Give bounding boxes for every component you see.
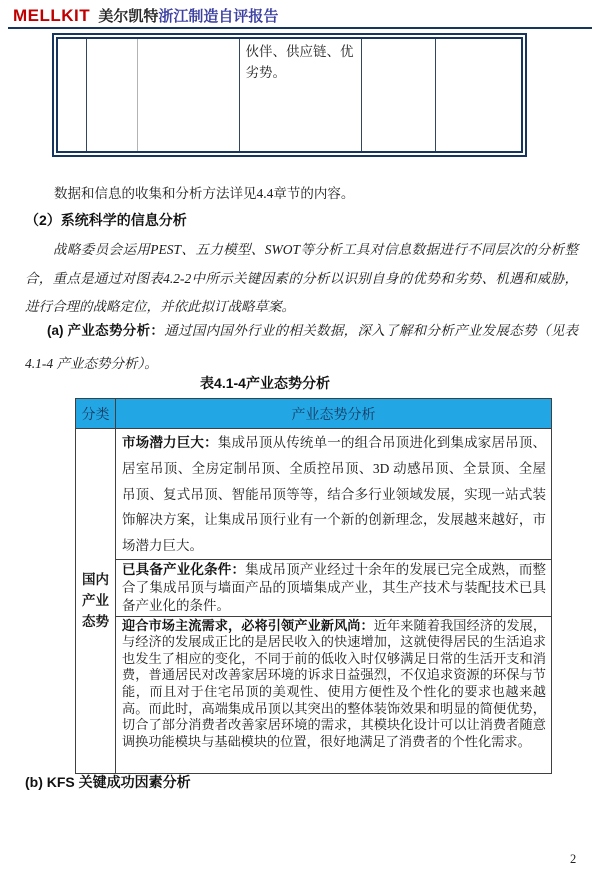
- continued-table-cell-empty: [435, 39, 521, 151]
- document-title: 浙江制造自评报告: [158, 8, 279, 25]
- cell-lead-text: 已具备产业化条件：: [122, 561, 246, 577]
- industry-analysis-table: [75, 398, 552, 774]
- company-name: 美尔凯特: [98, 8, 159, 25]
- header-cell-analysis: 产业态势分析: [116, 399, 552, 429]
- cell-lead-text: 迎合市场主流需求，必将引领产业新风尚：: [122, 617, 374, 633]
- continued-table-cell-text: 伙伴、供应链、优劣势。: [239, 39, 361, 151]
- analysis-cell-market-potential: [116, 429, 552, 560]
- analysis-cell-market-demand: [116, 616, 552, 773]
- table-caption: 表4.1-4产业态势分析: [200, 375, 330, 391]
- table-row: [76, 429, 552, 560]
- table-header-row: [76, 399, 552, 429]
- continued-table-cell-empty: [86, 39, 137, 151]
- header-cell-category: 分类: [76, 399, 116, 429]
- analysis-cell-industrialization: [116, 559, 552, 616]
- paragraph-a-text: 通过国内国外行业的相关数据，深入了解和分析产业发展态势（见表4.1-4 产业态势分析）。: [25, 323, 579, 371]
- table-row: [76, 616, 552, 773]
- cell-body-text: 集成吊顶从传统单一的组合吊顶进化到集成家居吊顶、居室吊顶、全房定制吊顶、全质控吊顶、3D 动感吊顶、全景顶、全屋吊顶、复式吊顶、智能吊顶等等，结合多行业领域发展，实现一站式装饰解决方案，让集成吊顶行业有一个新的创新理念，发展越来越好，市场潜力巨大。: [122, 435, 547, 554]
- continued-table-cell-empty: [137, 39, 239, 151]
- continued-table-grid: [58, 39, 521, 151]
- brand-logo-text: MELLKIT: [13, 6, 91, 25]
- paragraph-industry-trend: [25, 314, 578, 380]
- continued-table: [52, 33, 527, 157]
- cell-body-text: 近年来随着我国经济的发展，与经济的发展成正比的是居民收入的快速增加，这就使得居民的生活追求也发生了相应的变化，不同于前的低收入时仅够满足日常的生活开支和消费，普通居民对改善家居环境的诉求日益强烈，不仅追求资源的环保与节能，而且对于住宅吊顶的美观性、使用方便性及个性化的要求也越来越高。而此时，高端集成吊顶以其突出的整体装饰效果和明显的简便优势，切合了部分消费者改善家居环境的需求，其模块化设计可以让消费者随意调换功能模块与基础模块的位置，很好地满足了消费者的个性化需求。: [122, 617, 547, 749]
- continued-table-cell-empty: [361, 39, 435, 151]
- heading-section-2: （2）系统科学的信息分析: [25, 212, 187, 228]
- page-number: 2: [570, 852, 577, 866]
- header-divider-rule: [8, 27, 592, 29]
- paragraph-data-collection: 数据和信息的收集和分析方法详见4.4章节的内容。: [54, 186, 355, 201]
- table-row: [76, 559, 552, 616]
- heading-kfs-analysis: (b) KFS 关键成功因素分析: [25, 774, 191, 790]
- page-header: [13, 6, 278, 26]
- cell-lead-text: 市场潜力巨大：: [122, 435, 218, 450]
- category-group-label: 国内产业态势: [82, 572, 109, 630]
- paragraph-strategy-analysis: 战略委员会运用PEST、五力模型、SWOT等分析工具对信息数据进行不同层次的分析整合，重点是通过对图表4.2-2中所示关键因素的分析以识别自身的优势和劣势、机遇和威胁，进行合理的战略定位，并依此拟订战略草案。: [25, 242, 578, 314]
- paragraph-a-lead: (a) 产业态势分析：: [47, 323, 165, 338]
- category-group-cell: [76, 429, 116, 774]
- cell-body-text: 集成吊顶产业经过十余年的发展已完全成熟，而整合了集成吊顶与墙面产品的顶墙集成产业，其生产技术与装配技术已具备产业化的条件。: [122, 561, 547, 614]
- continued-table-cell-empty: [58, 39, 86, 151]
